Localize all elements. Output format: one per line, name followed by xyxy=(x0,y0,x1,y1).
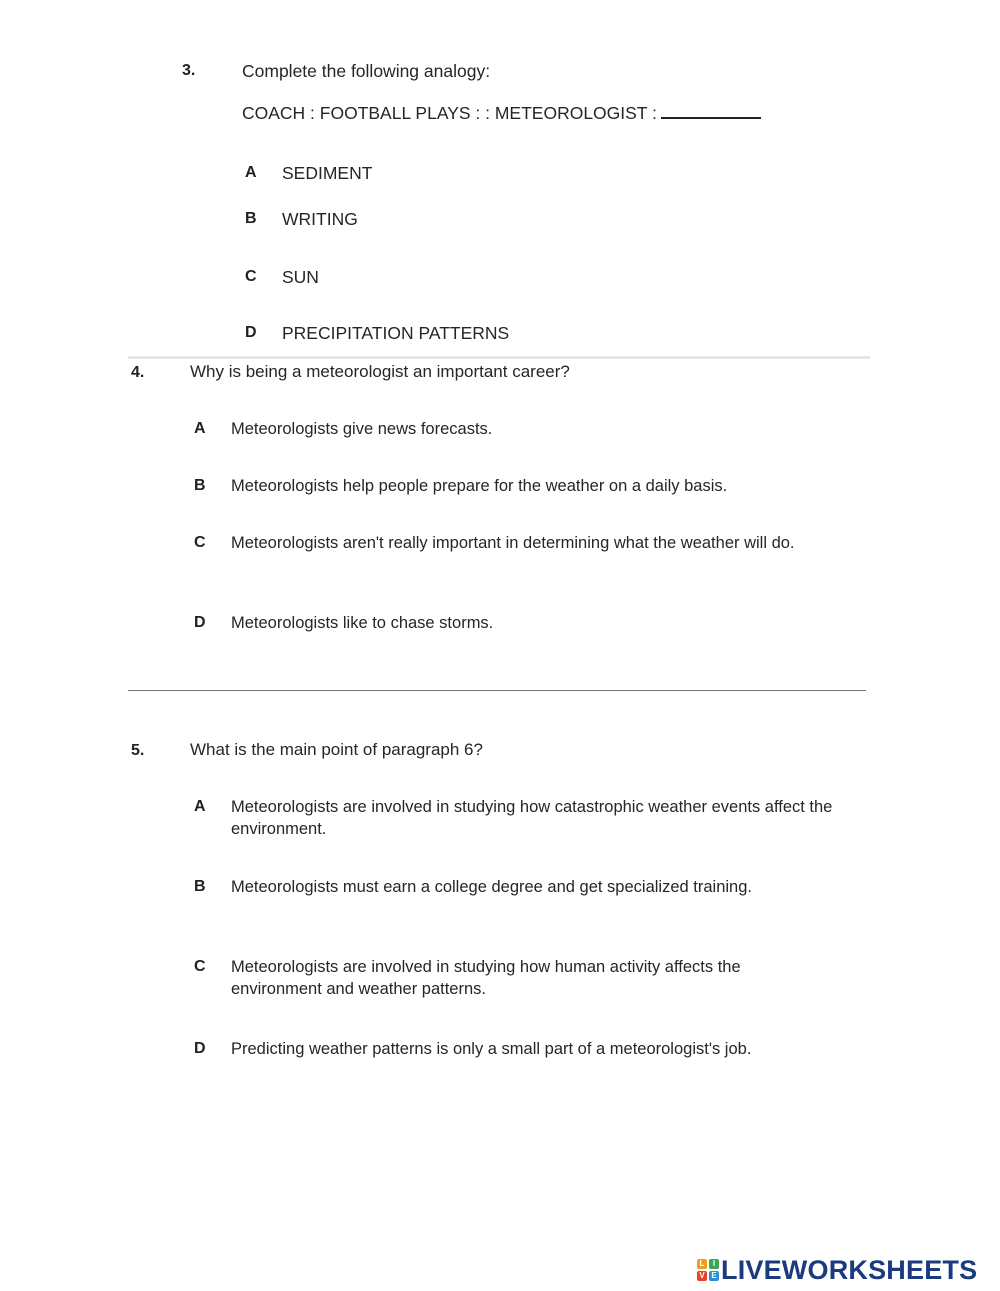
answer-blank xyxy=(661,103,761,119)
option-letter: B xyxy=(245,210,257,227)
question-prompt: What is the main point of paragraph 6? xyxy=(190,740,483,759)
option-d[interactable]: PRECIPITATION PATTERNS xyxy=(282,323,510,343)
option-c[interactable]: SUN xyxy=(282,267,319,287)
option-c[interactable]: Meteorologists are involved in studying how human activity affects the environment and weather patterns. xyxy=(231,958,741,998)
logo-block: L xyxy=(697,1259,707,1269)
question-number: 4. xyxy=(131,364,145,381)
option-letter: D xyxy=(194,614,206,631)
option-a[interactable]: SEDIMENT xyxy=(282,163,373,183)
option-a[interactable]: Meteorologists give news forecasts. xyxy=(231,420,493,438)
logo-block: V xyxy=(697,1271,707,1281)
analogy-line xyxy=(242,103,761,124)
option-letter: B xyxy=(194,878,206,895)
question-prompt: Complete the following analogy: xyxy=(242,61,491,81)
option-letter: C xyxy=(245,268,257,285)
question-number: 3. xyxy=(182,62,196,79)
option-letter: B xyxy=(194,477,206,494)
option-letter: A xyxy=(245,164,257,181)
logo-icon xyxy=(697,1259,719,1281)
option-letter: C xyxy=(194,534,206,551)
logo-block: E xyxy=(709,1271,719,1281)
option-c[interactable]: Meteorologists aren't really important in determining what the weather will do. xyxy=(231,534,795,552)
option-d[interactable]: Predicting weather patterns is only a small part of a meteorologist's job. xyxy=(231,1040,752,1058)
option-d[interactable]: Meteorologists like to chase storms. xyxy=(231,614,494,632)
option-b[interactable]: Meteorologists help people prepare for the weather on a daily basis. xyxy=(231,477,728,495)
option-letter: D xyxy=(194,1040,206,1057)
option-b[interactable]: WRITING xyxy=(282,209,358,229)
logo-block: I xyxy=(709,1259,719,1269)
question-number: 5. xyxy=(131,742,145,759)
option-a[interactable]: Meteorologists are involved in studying how catastrophic weather events affect the environment. xyxy=(231,798,833,838)
section-divider xyxy=(128,690,866,691)
option-letter: A xyxy=(194,420,206,437)
section-divider xyxy=(128,356,870,359)
logo-text: LIVEWORKSHEETS xyxy=(721,1254,978,1285)
analogy-text: COACH : FOOTBALL PLAYS : : METEOROLOGIST : xyxy=(242,103,657,123)
liveworksheets-logo[interactable] xyxy=(697,1255,977,1285)
question-prompt: Why is being a meteorologist an important career? xyxy=(190,362,570,381)
option-b[interactable]: Meteorologists must earn a college degree and get specialized training. xyxy=(231,878,752,896)
option-letter: D xyxy=(245,324,257,341)
option-letter: A xyxy=(194,798,206,815)
option-letter: C xyxy=(194,958,206,975)
